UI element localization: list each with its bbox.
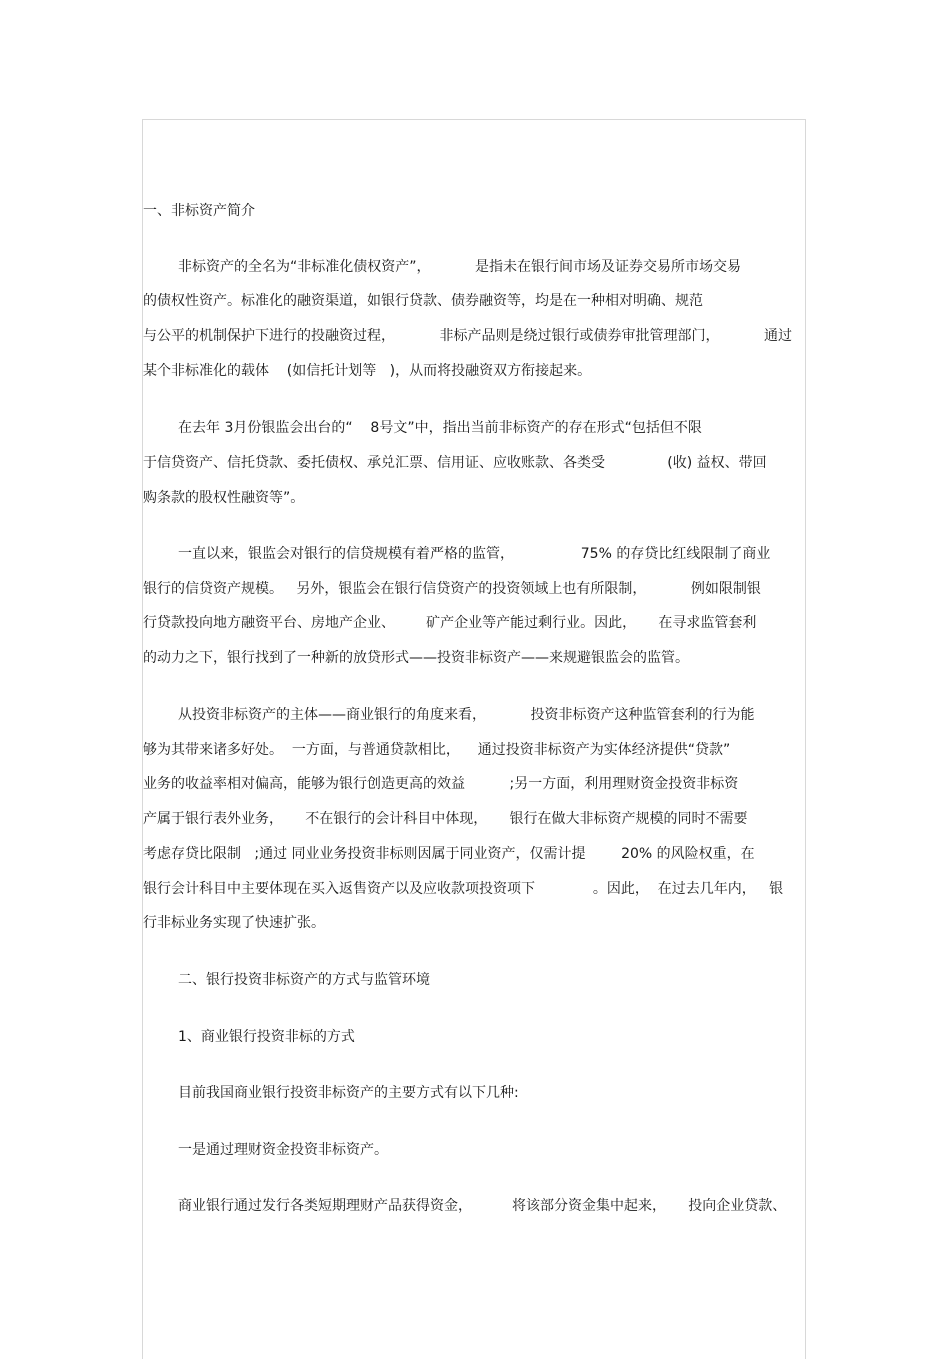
paragraph-line: 银行的信贷资产规模。 另外，银监会在银行信贷资产的投资领域上也有所限制， 例如限制银 bbox=[143, 581, 761, 597]
paragraph-line: 非标资产的全名为“非标准化债权资产”， 是指未在银行间市场及证券交易所市场交易 bbox=[178, 259, 742, 275]
paragraph-line: 够为其带来诸多好处。 一方面，与普通贷款相比， 通过投资非标资产为实体经济提供“贷款” bbox=[143, 742, 731, 758]
paragraph-line: 一是通过理财资金投资非标资产。 bbox=[178, 1142, 388, 1158]
paragraph-line: 的债权性资产。标准化的融资渠道，如银行贷款、债券融资等，均是在一种相对明确、规范 bbox=[143, 293, 703, 309]
paragraph-line: 考虑存贷比限制 ;通过 同业业务投资非标则因属于同业资产，仅需计提 20% 的风险权重，在 bbox=[143, 846, 755, 862]
paragraph-line: 某个非标准化的载体 (如信托计划等 )，从而将投融资双方衔接起来。 bbox=[143, 363, 592, 379]
section-heading-1: 一、非标资产简介 bbox=[143, 203, 255, 219]
section-heading-2: 二、银行投资非标资产的方式与监管环境 bbox=[178, 972, 430, 988]
subsection-heading-1: 1、商业银行投资非标的方式 bbox=[178, 1029, 355, 1045]
paragraph-line: 一直以来，银监会对银行的信贷规模有着严格的监管， 75% 的存贷比红线限制了商业 bbox=[178, 546, 771, 562]
paragraph-line: 的动力之下，银行找到了一种新的放贷形式——投资非标资产——来规避银监会的监管。 bbox=[143, 650, 689, 666]
paragraph-line: 行贷款投向地方融资平台、房地产企业、 矿产企业等产能过剩行业。因此， 在寻求监管套利 bbox=[143, 615, 757, 631]
paragraph-line: 银行会计科目中主要体现在买入返售资产以及应收款项投资项下 。因此， 在过去几年内， 银 bbox=[143, 881, 784, 897]
paragraph-line: 购条款的股权性融资等”。 bbox=[143, 490, 305, 506]
paragraph-line: 在去年 3月份银监会出台的“ 8号文”中，指出当前非标资产的存在形式“包括但不限 bbox=[178, 420, 702, 436]
paragraph-line: 从投资非标资产的主体——商业银行的角度来看， 投资非标资产这种监管套利的行为能 bbox=[178, 707, 755, 723]
paragraph-line: 商业银行通过发行各类短期理财产品获得资金， 将该部分资金集中起来， 投向企业贷款、 bbox=[178, 1198, 787, 1214]
paragraph-line: 产属于银行表外业务， 不在银行的会计科目中体现， 银行在做大非标资产规模的同时不需要 bbox=[143, 811, 748, 827]
paragraph-line: 业务的收益率相对偏高，能够为银行创造更高的效益 ;另一方面，利用理财资金投资非标资 bbox=[143, 776, 739, 792]
paragraph-line: 目前我国商业银行投资非标资产的主要方式有以下几种: bbox=[178, 1085, 519, 1101]
paragraph-line: 行非标业务实现了快速扩张。 bbox=[143, 915, 325, 931]
paragraph-line: 与公平的机制保护下进行的投融资过程， 非标产品则是绕过银行或债券审批管理部门， 通过 bbox=[143, 328, 793, 344]
paragraph-line: 于信贷资产、信托贷款、委托债权、承兑汇票、信用证、应收账款、各类受 (收) 益权、带回 bbox=[143, 455, 767, 471]
